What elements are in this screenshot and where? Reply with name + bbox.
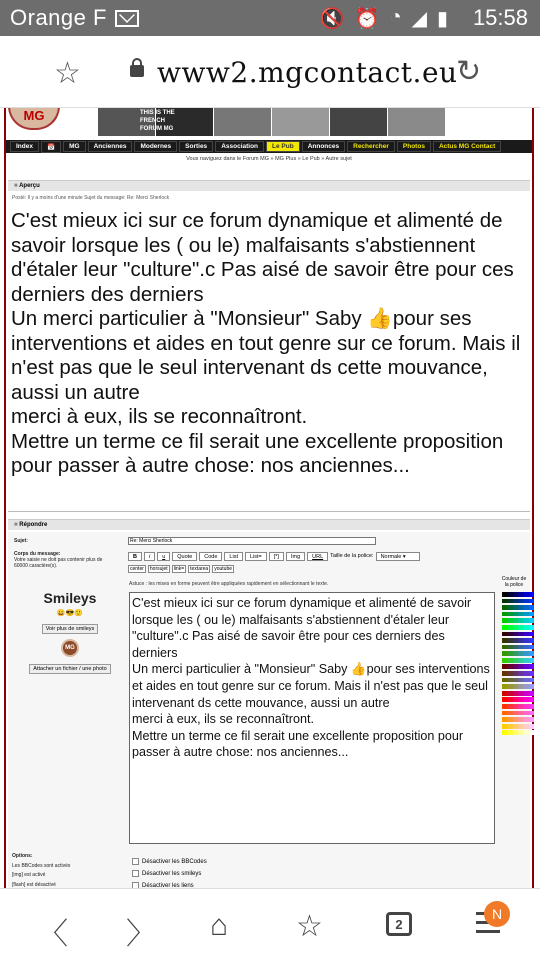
underline-button[interactable]: u (157, 552, 170, 561)
bold-button[interactable]: B (128, 552, 142, 561)
subject-label: Sujet: (14, 538, 28, 544)
breadcrumb: Vous naviguez dans le Forum MG » MG Plus » Le Pub » Autre sujet (186, 156, 352, 162)
body-hint: Votre saisie ne doit pas contenir plus de 60000 caractère(s). (14, 557, 103, 569)
post-paragraph: merci à eux, ils se reconnaîtront. (11, 405, 308, 428)
message-line: merci à eux, ils se reconnaîtront. (132, 712, 314, 727)
url-button[interactable]: URL (307, 552, 328, 561)
home-icon[interactable]: ⌂ (210, 909, 229, 942)
colour-swatch[interactable] (529, 651, 534, 656)
checkbox-label: Désactiver les BBCodes (142, 858, 207, 865)
option-status: [flash] est désactivé (12, 881, 56, 888)
mg-badge-icon: MG (61, 639, 79, 657)
nav-item[interactable]: Index (10, 141, 39, 152)
colour-swatch[interactable] (529, 638, 534, 643)
forum-banner (6, 108, 532, 138)
status-icons (320, 6, 448, 31)
colour-swatch[interactable] (529, 697, 534, 702)
bbcode-toolbar (128, 552, 420, 561)
forward-icon[interactable]: 〉 (126, 918, 156, 951)
reload-icon[interactable]: ↻ (456, 55, 482, 88)
colour-swatch[interactable] (529, 711, 534, 716)
clock: 15:58 (472, 5, 528, 30)
colour-swatch[interactable] (529, 645, 534, 650)
bookmarks-star-icon[interactable]: ☆ (296, 910, 323, 943)
reply-form (8, 532, 530, 862)
checkbox-icon[interactable] (132, 870, 139, 877)
colour-swatch[interactable] (529, 671, 534, 676)
colour-swatch[interactable] (529, 717, 534, 722)
colour-swatch[interactable] (529, 599, 534, 604)
nav-item[interactable]: 📅 (41, 141, 61, 153)
disable-smileys-checkbox[interactable] (132, 870, 201, 877)
colour-swatch[interactable] (529, 678, 534, 683)
code-button[interactable]: Code (199, 552, 222, 561)
subject-input[interactable]: Re: Merci Sherlock (128, 537, 376, 545)
font-size-label: Taille de la police: (330, 553, 374, 559)
reply-header: ■ Répondre (8, 519, 530, 530)
carrier-name: Orange F (10, 5, 107, 30)
lock-icon[interactable] (130, 65, 144, 77)
colour-swatch[interactable] (529, 664, 534, 669)
forum-frame (4, 108, 534, 888)
smileys-title: Smileys (43, 590, 97, 606)
colour-swatch[interactable] (529, 730, 534, 735)
youtube-button[interactable]: youtube (214, 566, 233, 572)
nav-item[interactable]: Actus MG Contact (433, 141, 501, 152)
options-panel (8, 848, 530, 888)
message-line: Mettre un terme ce fil serait une excellente proposition pour passer à autre chose: nos anciennes... (132, 728, 464, 760)
colour-swatch[interactable] (529, 605, 534, 610)
notification-badge: N (484, 901, 510, 927)
colour-swatch[interactable] (529, 612, 534, 617)
colour-swatch[interactable] (529, 618, 534, 623)
battery-icon: ▮ (436, 8, 448, 30)
colour-swatch[interactable] (529, 704, 534, 709)
nav-item[interactable]: Le Pub (266, 141, 300, 152)
banner-photo (214, 108, 272, 136)
browser-toolbar (0, 888, 540, 960)
smileys-panel (28, 590, 112, 675)
banner-caption: THIS IS THE FRENCH FORUM MG (140, 110, 175, 132)
web-page (0, 108, 540, 888)
body-label: Corps du message: (14, 551, 61, 557)
colour-palette[interactable] (502, 592, 534, 737)
nav-item[interactable]: Modernes (134, 141, 177, 152)
address-bar (0, 36, 540, 108)
center-button[interactable]: center (130, 566, 144, 572)
nav-item[interactable]: MG (63, 141, 85, 152)
smiley-icons[interactable]: 😀😎🙂 (56, 610, 84, 617)
textarea-button[interactable]: textarea (190, 566, 209, 572)
post-paragraph: C'est mieux ici sur ce forum dynamique et alimenté de savoir lorsque les ( ou le) malfaisants s'abstiennent d'étaler leur "culture".c Pas aisé de savoir être pour ces derniers des derniers (11, 209, 514, 306)
status-bar (0, 0, 540, 36)
colour-swatch[interactable] (529, 684, 534, 689)
checkbox-icon[interactable] (132, 858, 139, 865)
list-ordered-button[interactable]: List= (245, 552, 267, 561)
img-button[interactable]: Img (286, 552, 305, 561)
post-paragraph: Mettre un terme ce fil serait une excellente proposition pour passer à autre chose: nos anciennes... (11, 429, 504, 477)
back-icon[interactable]: 〈 (38, 918, 68, 951)
nav-item[interactable]: Rechercher (347, 141, 395, 152)
mg-logo[interactable]: MG (8, 108, 60, 130)
quote-button[interactable]: Quote (172, 552, 197, 561)
option-status: [img] est activé (12, 872, 46, 878)
option-status: Les BBCodes sont activés (12, 862, 71, 869)
bookmark-star-icon[interactable]: ☆ (54, 57, 81, 90)
post-meta: Posté: Il y a moins d'une minute Sujet du message: Re: Merci Sherlock (12, 195, 170, 201)
divider (8, 511, 530, 512)
banner-photo (330, 108, 388, 136)
mail-icon (115, 10, 139, 27)
more-smileys-button[interactable]: Voir plus de smileys (42, 624, 99, 634)
colour-swatch[interactable] (529, 592, 534, 597)
font-size-select[interactable]: Normale ▾ (376, 552, 420, 561)
disable-bbcode-checkbox[interactable] (132, 858, 207, 865)
post-paragraph: Un merci particulier à "Monsieur" Saby 👍pour ses interventions et aides en tout genre sur ce forum. Mais il n'est pas que le seul intervenant ds cette mouvance, aussi un autre (11, 307, 521, 404)
url-text[interactable]: www2.mgcontact.eu (157, 56, 458, 89)
nav-item[interactable]: Sorties (179, 141, 213, 152)
bbcode-toolbar-2 (128, 565, 234, 573)
preview-header: ■ Aperçu (8, 180, 530, 191)
font-colour-label: Couleur de la police (501, 576, 527, 588)
colour-swatch[interactable] (529, 658, 534, 663)
italic-button[interactable]: i (144, 552, 155, 561)
nav-item[interactable]: Anciennes (88, 141, 133, 152)
mute-icon: 🔇 (319, 8, 345, 30)
checkbox-label: Désactiver les liens (142, 882, 194, 888)
message-line: Un merci particulier à "Monsieur" Saby 👍pour ses interventions et aides en tout genre sur ce forum. Mais il n'est pas que le seul intervenant ds cette mouvance, aussi un autre (132, 662, 490, 710)
checkbox-label: Désactiver les smileys (142, 870, 202, 877)
banner-photo (272, 108, 330, 136)
tabs-button[interactable]: 2 (386, 912, 412, 936)
alarm-icon: ⏰ (354, 8, 380, 30)
attach-file-button[interactable]: Attacher un fichier / une photo (29, 664, 110, 674)
colour-swatch[interactable] (529, 632, 534, 637)
list-item-button[interactable]: [*] (269, 552, 284, 561)
list-button[interactable]: List (224, 552, 243, 561)
font-size-value: Normale (380, 554, 402, 560)
message-textarea[interactable] (129, 592, 495, 844)
preview-post-body (11, 209, 527, 479)
nav-item[interactable]: Photos (397, 141, 431, 152)
nav-item[interactable]: Annonces (302, 141, 345, 152)
banner-photo (388, 108, 446, 136)
options-label: Options: (12, 853, 33, 859)
link-button[interactable]: link= (173, 566, 185, 572)
signal-icon: ◢ (411, 8, 427, 30)
colour-swatch[interactable] (529, 625, 534, 630)
colour-swatch[interactable] (529, 691, 534, 696)
horsujet-button[interactable]: horsujet (149, 566, 168, 572)
wifi-icon: ◔ (389, 6, 402, 28)
message-line: C'est mieux ici sur ce forum dynamique et alimenté de savoir lorsque les ( ou le) malfaisants s'abstiennent d'étaler leur "culture".c Pas aisé de savoir être pour ces derniers des derniers (132, 596, 472, 660)
nav-item[interactable]: Association (215, 141, 264, 152)
formatting-tip: Astuce : les mises en forme peuvent être appliquées rapidement en sélectionnant le texte. (129, 581, 329, 587)
colour-swatch[interactable] (529, 724, 534, 729)
forum-nav (6, 140, 532, 153)
